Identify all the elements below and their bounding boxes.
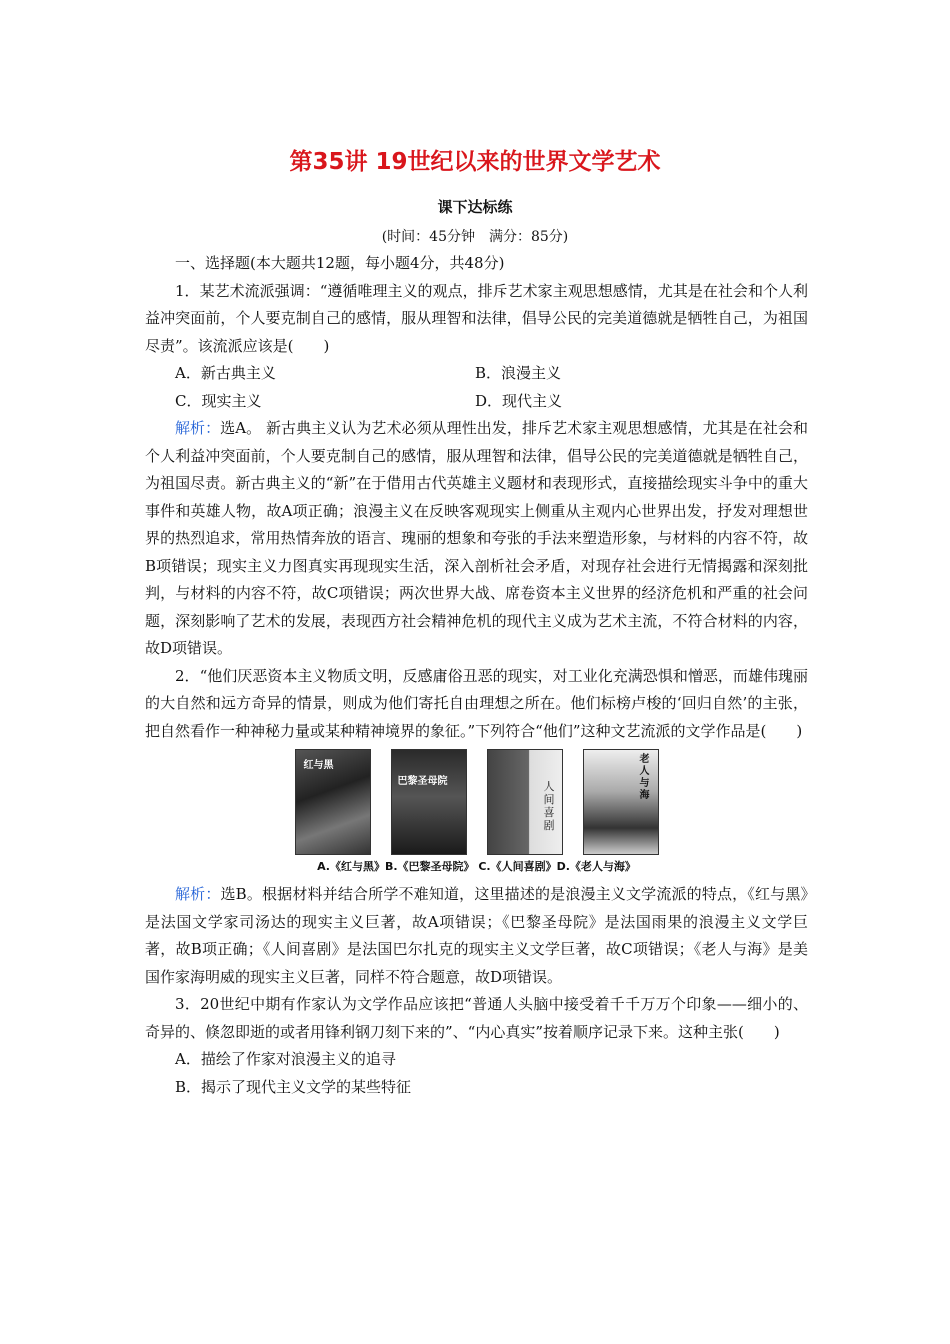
question-1-analysis [145,415,808,663]
document-body [145,250,808,1101]
page-title: 第35讲 19世纪以来的世界文学艺术 [289,149,661,175]
option-d: D．现代主义 [475,391,563,410]
covers-caption: A.《红与黑》B.《巴黎圣母院》 C.《人间喜剧》D.《老人与海》 [317,860,636,873]
cover-image-a [295,749,371,855]
cover-image-c [487,749,563,855]
book-covers [145,749,808,855]
option-a: A．描绘了作家对浪漫主义的追寻 [175,1050,396,1068]
question-1-options-row-1 [145,360,808,388]
analysis-text: 选B。根据材料并结合所学不难知道，这里描述的是浪漫主义文学流派的特点，《红与黑》是法国文学家司汤达的现实主义巨著，故A项错误；《巴黎圣母院》是法国雨果的浪漫主义文学巨著，故B项正确；《人间喜剧》是法国巴尔扎克的现实主义文学巨著，故C项错误；《老人与海》是美国作家海明威的现实主义巨著，同样不符合题意，故D项错误。 [145,885,808,986]
analysis-label: 解析： [175,419,221,437]
analysis-label: 解析： [175,885,221,903]
cover-title: 巴黎圣母院 [397,776,448,787]
section-heading: 一、选择题(本大题共12题，每小题4分，共48分) [175,254,505,272]
question-2-stem: 2．“他们厌恶资本主义物质文明，反感庸俗丑恶的现实，对工业化充满恐惧和憎恶，而雄伟瑰丽的大自然和远方奇异的情景，则成为他们寄托自由理想之所在。他们标榜卢梭的‘回归自然’的主张，把自然看作一种神秘力量或某种精神境界的象征。”下列符合“他们”这种文艺流派的文学作品是( ) [145,666,808,740]
option-c: C．现实主义 [175,391,262,410]
cover-title: 老人与海 [639,754,650,801]
question-1-options-row-2 [145,388,808,416]
question-3-stem: 3．20世纪中期有作家认为文学作品应该把“普通人头脑中接受着千千万万个印象——细小的、奇异的、倏忽即逝的或者用锋利钢刀刻下来的”、“内心真实”按着顺序记录下来。这种主张( ) [145,995,808,1041]
option-b: B．揭示了现代主义文学的某些特征 [175,1077,412,1096]
cover-title: 红与黑 [303,760,334,771]
cover-image-d [583,749,659,855]
option-a: A．新古典主义 [175,364,276,382]
question-2-analysis [145,881,808,991]
analysis-text: 选A。 新古典主义认为艺术必须从理性出发，排斥艺术家主观思想感情，尤其是在社会和个人利益冲突面前，个人要克制自己的感情，服从理智和法律，倡导公民的完美道德就是牺牲自己，为祖国尽责。新古典主义的“新”在于借用古代英雄主义题材和表现形式，直接描绘现实斗争中的重大事件和英雄人物，故A项正确；浪漫主义在反映客观现实上侧重从主观内心世界出发，抒发对理想世界的热烈追求，常用热情奔放的语言、瑰丽的想象和夸张的手法来塑造形象，与材料的内容不符，故B项错误；现实主义力图真实再现现实生活，深入剖析社会矛盾，对现存社会进行无情揭露和深刻批判，与材料的内容不符，故C项错误；两次世界大战、席卷资本主义世界的经济危机和严重的社会问题，深刻影响了艺术的发展，表现西方社会精神危机的现代主义成为艺术主流，不符合材料的内容，故D项错误。 [145,419,808,657]
option-b: B．浪漫主义 [475,364,562,382]
page-subtitle: 课下达标练 [437,198,513,216]
exam-meta: (时间：45分钟 满分：85分) [381,229,569,245]
cover-title: 人间喜剧 [543,780,555,832]
question-1-stem: 1．某艺术流派强调：“遵循唯理主义的观点，排斥艺术家主观思想感情，尤其是在社会和个人利益冲突面前，个人要克制自己的感情，服从理智和法律，倡导公民的完美道德就是牺牲自己，为祖国尽责”。该流派应该是( ) [145,281,808,355]
cover-image-b [391,749,467,855]
